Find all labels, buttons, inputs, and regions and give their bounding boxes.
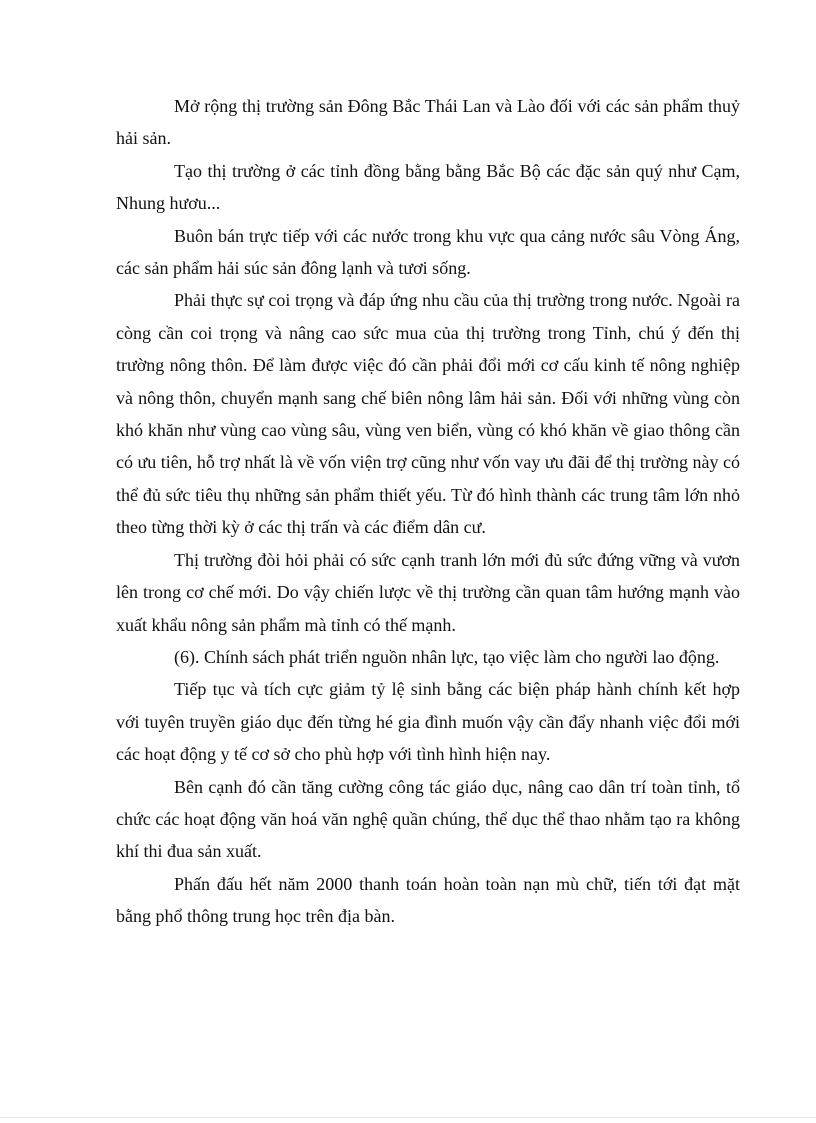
paragraph: Tiếp tục và tích cực giảm tỷ lệ sinh bằng các biện pháp hành chính kết hợp với tuyên truyền giáo dục đến từng hé gia đình muốn vậy cần đẩy nhanh việc đổi mới các hoạt động y tế cơ sở cho phù hợp với tình hình hiện nay. [116,679,740,765]
paragraph: Thị trường đòi hỏi phải có sức cạnh tranh lớn mới đủ sức đứng vững và vươn lên trong cơ chế mới. Do vậy chiến lược về thị trường cần quan tâm hướng mạnh vào xuất khẩu nông sản phẩm mà tỉnh có thế mạnh. [116,549,740,635]
paragraph: Bên cạnh đó cần tăng cường công tác giáo dục, nâng cao dân trí toàn tỉnh, tổ chức các hoạt động văn hoá văn nghệ quần chúng, thể dục thể thao nhằm tạo ra không khí thi đua sản xuất. [116,776,740,862]
paragraph: Tạo thị trường ở các tỉnh đồng bằng bằng Bắc Bộ các đặc sản quý như Cạm, Nhung hươu... [116,160,740,214]
paragraph: Phải thực sự coi trọng và đáp ứng nhu cầu của thị trường trong nước. Ngoài ra còng cần coi trọng và nâng cao sức mua của thị trường trong Tỉnh, chú ý đến thị trường nông thôn. Để làm được việc đó cần phải đổi mới cơ cấu kinh tế nông nghiệp và nông thôn, chuyển mạnh sang chế biên nông lâm hải sản. Đối với những vùng còn khó khăn như vùng cao vùng sâu, vùng ven biển, vùng có khó khăn về giao thông cần có ưu tiên, hỗ trợ nhất là về vốn viện trợ cũng như vốn vay ưu đãi để thị trường này có thể đủ sức tiêu thụ những sản phẩm thiết yếu. Từ đó hình thành các trung tâm lớn nhỏ theo từng thời kỳ ở các thị trấn và các điểm dân cư. [116,290,740,538]
paragraph: Phấn đấu hết năm 2000 thanh toán hoàn toàn nạn mù chữ, tiến tới đạt mặt bằng phổ thông trung học trên địa bàn. [116,873,740,927]
paragraph: Buôn bán trực tiếp với các nước trong khu vực qua cảng nước sâu Vòng Áng, các sản phẩm hải súc sản đông lạnh và tươi sống. [116,225,740,279]
page-bottom-divider [0,1117,816,1118]
paragraph: Mở rộng thị trường sản Đông Bắc Thái Lan và Lào đối với các sản phẩm thuỷ hải sản. [116,96,740,149]
document-body [116,90,740,933]
section-heading-paragraph: (6). Chính sách phát triển nguồn nhân lực, tạo việc làm cho người lao động. [174,646,720,667]
